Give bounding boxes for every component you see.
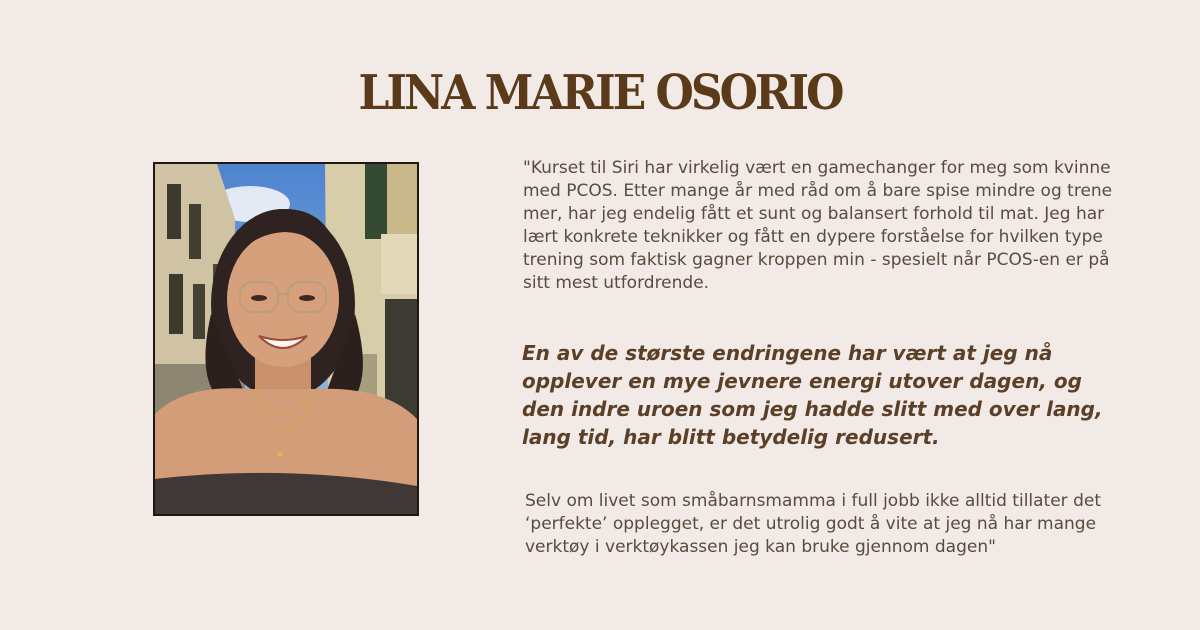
testimonial-highlight: En av de største endringene har vært at jeg nå opplever en mye jevnere energi utover dagen, og den indre uroen som jeg hadde slitt med over lang, lang tid, har blitt betydelig redusert. [522, 341, 1103, 449]
page-title: LINA MARIE OSORIO [358, 65, 842, 121]
testimonial-intro: "Kurset til Siri har virkelig vært en gamechanger for meg som kvinne med PCOS. Etter mange år med råd om å bare spise mindre og trene mer, har jeg endelig fått et sunt og balansert forhold til mat. Jeg har lært konkrete teknikker og fått en dypere forståelse for hvilken type trening som faktisk gagner kroppen min - spesielt når PCOS-en er på sitt mest utfordrende. [523, 158, 1113, 293]
profile-photo [153, 162, 419, 516]
testimonial-outro: Selv om livet som småbarnsmamma i full jobb ikke alltid tillater det ‘perfekte’ opplegget, er det utrolig godt å vite at jeg nå har mange verktøy i verktøykassen jeg kan bruke gjennom dagen" [525, 491, 1101, 557]
